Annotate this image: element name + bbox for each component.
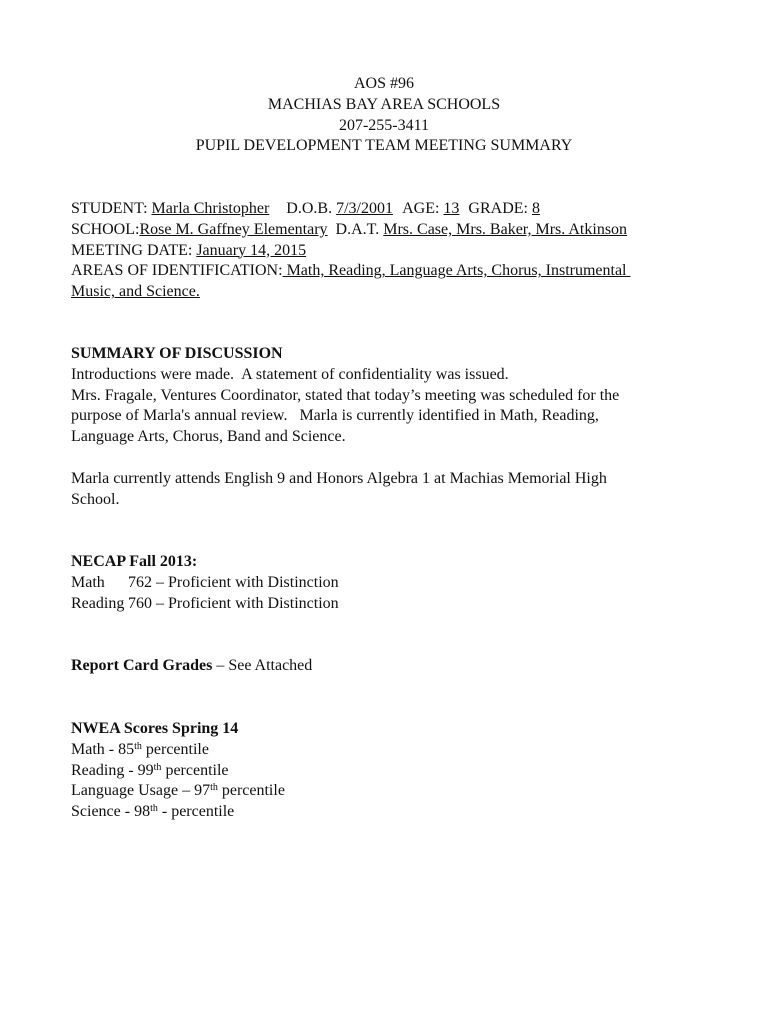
report-card-line <box>71 656 711 677</box>
ordinal-suffix: th <box>210 782 218 794</box>
district-number: AOS #96 <box>353 75 414 92</box>
report-card-note: – See Attached <box>212 657 313 674</box>
areas-line <box>71 261 711 282</box>
nwea-unit: percentile <box>217 782 285 800</box>
areas-value-continued: Music, and Science. <box>71 283 200 301</box>
grade-value: 8 <box>531 200 540 217</box>
areas-line-2 <box>71 282 711 303</box>
dat-label: D.A.T. <box>335 220 380 238</box>
age-label: AGE: <box>402 200 440 217</box>
summary-section <box>71 344 711 510</box>
grade-label: GRADE: <box>468 200 528 217</box>
student-label: STUDENT: <box>71 200 148 217</box>
meeting-date-line <box>71 241 711 262</box>
document-header <box>0 74 768 157</box>
student-info <box>71 199 711 303</box>
dob-label: D.O.B. <box>286 200 333 217</box>
summary-paragraph-line: School. <box>71 490 120 508</box>
school-value: Rose M. Gaffney Elementary <box>139 220 328 238</box>
meeting-date-label: MEETING DATE: <box>71 241 193 259</box>
document-title: PUPIL DEVELOPMENT TEAM MEETING SUMMARY <box>195 137 573 155</box>
age-value: 13 <box>443 200 460 217</box>
necap-score: 760 – Proficient with Distinction <box>128 594 339 612</box>
dat-value: Mrs. Case, Mrs. Baker, Mrs. Atkinson <box>383 220 628 238</box>
nwea-unit: percentile <box>141 740 209 758</box>
student-line <box>71 199 711 220</box>
nwea-unit: percentile <box>161 761 229 779</box>
ordinal-suffix: th <box>153 761 162 773</box>
nwea-score: Science - 98 <box>71 803 151 821</box>
nwea-row <box>71 781 711 802</box>
district-phone: 207-255-3411 <box>338 116 430 134</box>
blank-line <box>71 448 711 469</box>
necap-subject: Reading <box>71 594 125 612</box>
necap-row <box>71 594 711 615</box>
summary-paragraph-line: Introductions were made. A statement of confidentiality was issued. <box>71 365 509 383</box>
school-label: SCHOOL: <box>71 220 140 238</box>
nwea-row <box>71 802 711 823</box>
nwea-score: Reading - 99 <box>71 761 154 779</box>
report-card-section <box>71 656 711 677</box>
summary-heading: SUMMARY OF DISCUSSION <box>71 345 283 362</box>
necap-heading: NECAP Fall 2013: <box>71 553 198 570</box>
nwea-row <box>71 761 711 782</box>
necap-section <box>71 552 711 614</box>
summary-paragraph-line: Language Arts, Chorus, Band and Science. <box>71 428 346 446</box>
student-name: Marla Christopher <box>151 200 270 217</box>
ordinal-suffix: th <box>134 740 142 752</box>
nwea-row <box>71 740 711 761</box>
areas-label: AREAS OF IDENTIFICATION: <box>71 262 283 280</box>
nwea-score: Language Usage – 97 <box>71 782 211 800</box>
report-card-label: Report Card Grades <box>71 657 213 674</box>
nwea-section <box>71 719 711 823</box>
nwea-unit: - percentile <box>157 803 235 821</box>
areas-value: Math, Reading, Language Arts, Chorus, Instrumental <box>282 262 631 280</box>
nwea-score: Math - 85 <box>71 740 135 758</box>
summary-paragraph-line: Mrs. Fragale, Ventures Coordinator, stated that today’s meeting was scheduled for the <box>71 386 620 404</box>
dob-value: 7/3/2001 <box>336 200 393 217</box>
necap-subject: Math <box>71 573 105 591</box>
necap-row <box>71 573 711 594</box>
district-name: MACHIAS BAY AREA SCHOOLS <box>267 95 501 113</box>
necap-score: 762 – Proficient with Distinction <box>128 573 339 591</box>
ordinal-suffix: th <box>150 803 158 815</box>
meeting-date-value: January 14, 2015 <box>196 241 307 259</box>
summary-paragraph-line: purpose of Marla's annual review. Marla is currently identified in Math, Reading, <box>71 407 599 425</box>
nwea-heading: NWEA Scores Spring 14 <box>71 720 239 737</box>
school-line <box>71 220 711 241</box>
summary-paragraph-line: Marla currently attends English 9 and Honors Algebra 1 at Machias Memorial High <box>71 469 607 487</box>
